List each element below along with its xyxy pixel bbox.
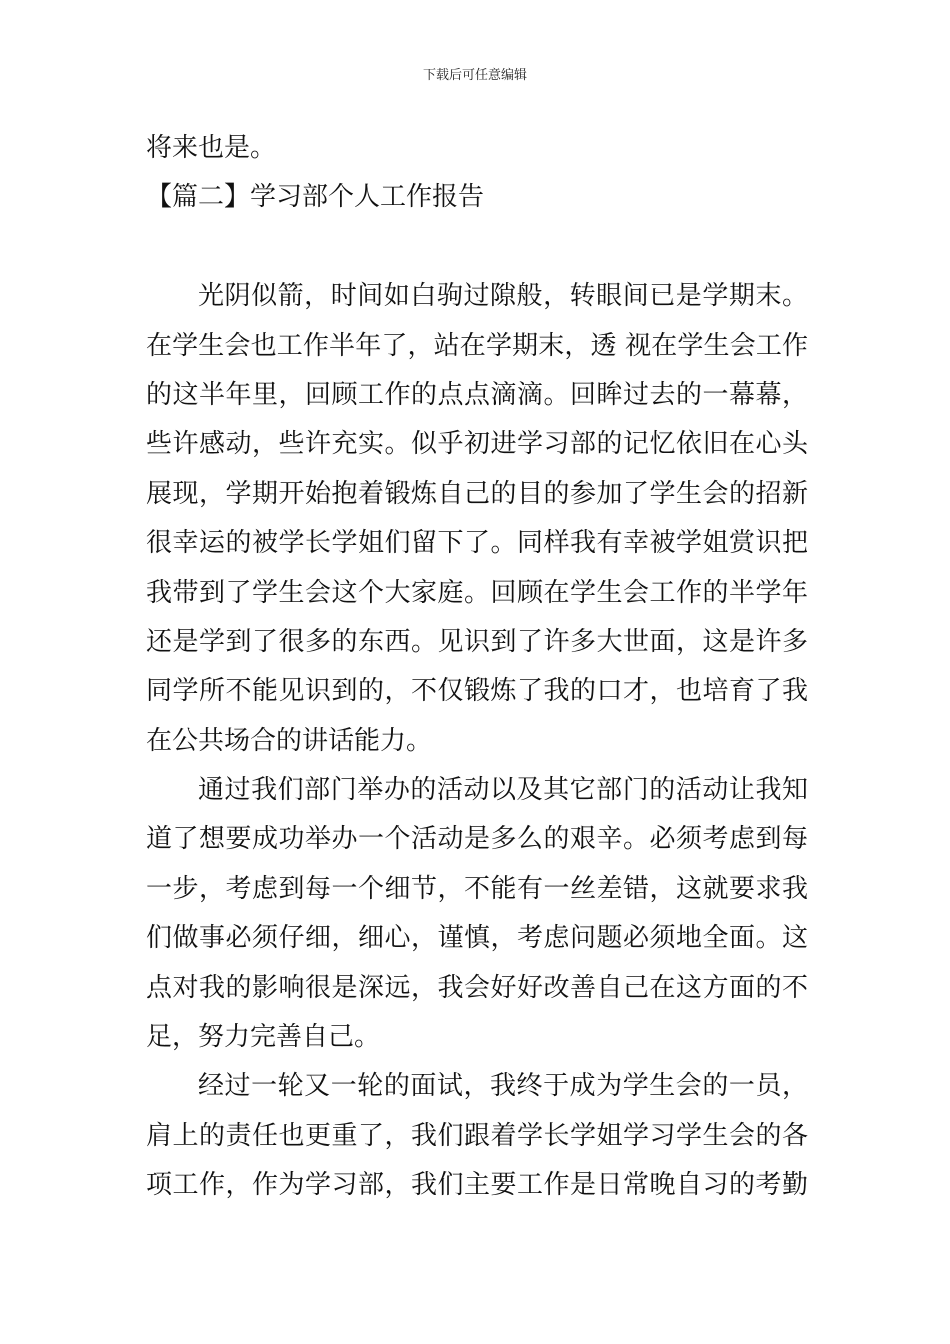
document-body — [146, 124, 808, 1211]
paragraph-line: 很幸运的被学长学姐们留下了。同样我有幸被学姐赏识把 — [146, 528, 808, 559]
header-note: 下载后可任意编辑 — [422, 68, 527, 83]
paragraph-line: 些许感动，些许充实。似乎初进学习部的记忆依旧在心头 — [146, 429, 808, 460]
paragraph-line: 点对我的影响很是深远，我会好好改善自己在这方面的不 — [146, 972, 808, 1003]
paragraph-line: 我带到了学生会这个大家庭。回顾在学生会工作的半学年 — [146, 577, 808, 608]
paragraph-line: 的这半年里，回顾工作的点点滴滴。回眸过去的一幕幕， — [146, 379, 808, 410]
text-line: 将来也是。 — [146, 133, 277, 163]
paragraph-line: 同学所不能见识到的，不仅锻炼了我的口才，也培育了我 — [146, 676, 808, 707]
section-heading: 【篇二】学习部个人工作报告 — [146, 182, 485, 213]
paragraph-line: 道了想要成功举办一个活动是多么的艰辛。必须考虑到每 — [146, 824, 808, 855]
blank-line — [146, 223, 808, 272]
paragraph-line: 在学生会也工作半年了，站在学期末，透 视在学生会工作 — [146, 330, 808, 361]
paragraph-line: 展现，学期开始抱着锻炼自己的目的参加了学生会的招新 — [146, 478, 808, 509]
paragraph-line: 足，努力完善自己。 — [146, 1022, 381, 1053]
paragraph-line: 还是学到了很多的东西。见识到了许多大世面，这是许多 — [146, 626, 808, 657]
paragraph-line: 一步，考虑到每一个细节，不能有一丝差错，这就要求我 — [146, 873, 808, 904]
paragraph-line: 们做事必须仔细，细心，谨慎，考虑问题必须地全面。这 — [146, 923, 808, 954]
paragraph-line: 光阴似箭，时间如白驹过隙般，转眼间已是学期末。 — [198, 281, 808, 312]
paragraph-line: 在公共场合的讲话能力。 — [146, 725, 433, 756]
paragraph-line: 项工作，作为学习部，我们主要工作是日常晚自习的考勤 — [146, 1170, 808, 1201]
paragraph-line: 肩上的责任也更重了，我们跟着学长学姐学习学生会的各 — [146, 1120, 808, 1151]
paragraph-line: 经过一轮又一轮的面试，我终于成为学生会的一员， — [198, 1071, 808, 1102]
paragraph-line: 通过我们部门举办的活动以及其它部门的活动让我知 — [198, 775, 808, 806]
